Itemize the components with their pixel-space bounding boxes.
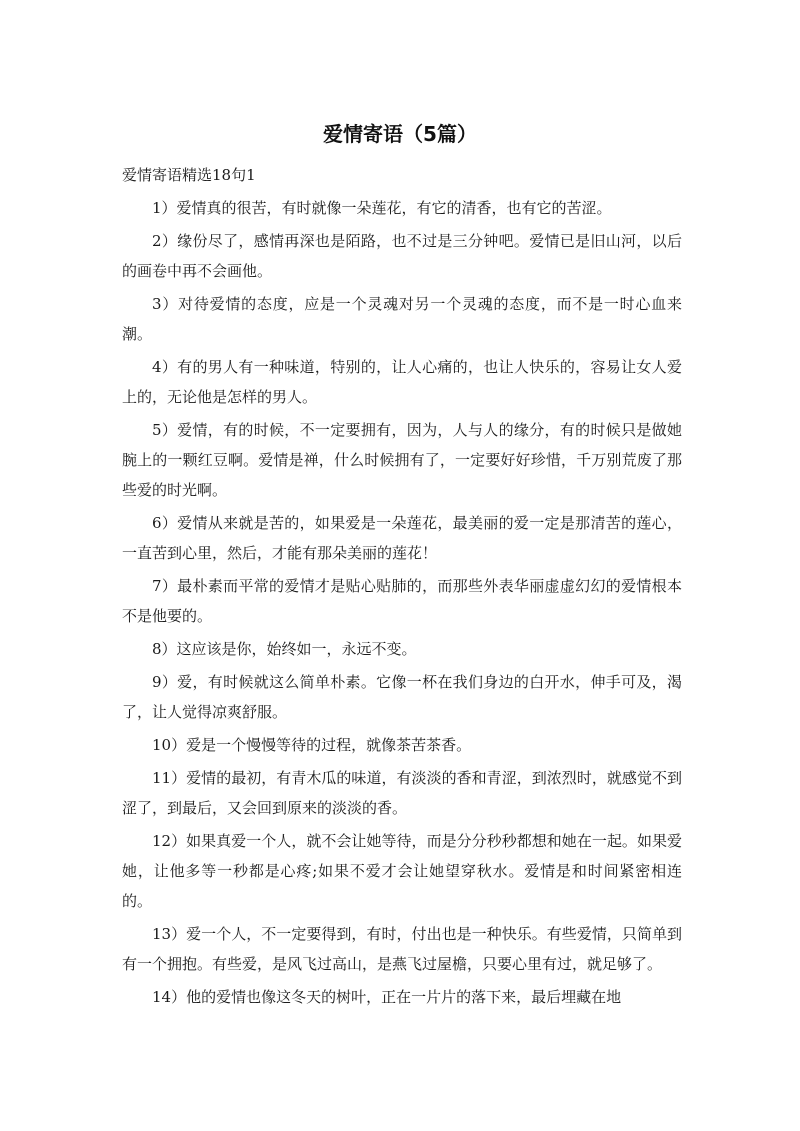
quote-item: 13）爱一个人，不一定要得到，有时，付出也是一种快乐。有些爱情，只简单到有一个拥抱。有些爱，是风飞过高山，是燕飞过屋檐，只要心里有过，就足够了。 [122,925,682,973]
document-title: 爱情寄语（5篇） [323,122,477,146]
quote-item: 3）对待爱情的态度，应是一个灵魂对另一个灵魂的态度，而不是一时心血来潮。 [122,295,682,343]
quote-item: 7）最朴素而平常的爱情才是贴心贴肺的，而那些外表华丽虚虚幻幻的爱情根本不是他要的。 [122,577,682,625]
quote-item: 1）爱情真的很苦，有时就像一朵莲花，有它的清香，也有它的苦涩。 [152,199,612,217]
quote-item: 12）如果真爱一个人，就不会让她等待，而是分分秒秒都想和她在一起。如果爱她，让他多等一秒都是心疼;如果不爱才会让她望穿秋水。爱情是和时间紧密相连的。 [122,832,682,910]
section-subtitle: 爱情寄语精选18句1 [122,166,256,184]
quote-item: 10）爱是一个慢慢等待的过程，就像茶苦茶香。 [152,736,472,754]
quote-item: 6）爱情从来就是苦的，如果爱是一朵莲花，最美丽的爱一定是那清苦的莲心，一直苦到心里，然后，才能有那朵美丽的莲花！ [122,514,682,562]
quote-item: 2）缘份尽了，感情再深也是陌路，也不过是三分钟吧。爱情已是旧山河，以后的画卷中再不会画他。 [122,232,682,280]
quote-item: 11）爱情的最初，有青木瓜的味道，有淡淡的香和青涩，到浓烈时，就感觉不到涩了，到最后，又会回到原来的淡淡的香。 [122,769,682,817]
quote-item: 4）有的男人有一种味道，特别的，让人心痛的，也让人快乐的，容易让女人爱上的，无论他是怎样的男人。 [122,358,682,406]
quote-item: 9）爱，有时候就这么简单朴素。它像一杯在我们身边的白开水，伸手可及，渴了，让人觉得凉爽舒服。 [122,673,682,721]
document-body [122,162,682,1015]
quote-item: 14）他的爱情也像这冬天的树叶，正在一片片的落下来，最后埋藏在地 [152,988,622,1006]
quote-item: 8）这应该是你，始终如一，永远不变。 [152,640,417,658]
quote-item: 5）爱情，有的时候，不一定要拥有，因为，人与人的缘分，有的时候只是做她腕上的一颗红豆啊。爱情是禅，什么时候拥有了，一定要好好珍惜，千万别荒废了那些爱的时光啊。 [122,421,682,499]
